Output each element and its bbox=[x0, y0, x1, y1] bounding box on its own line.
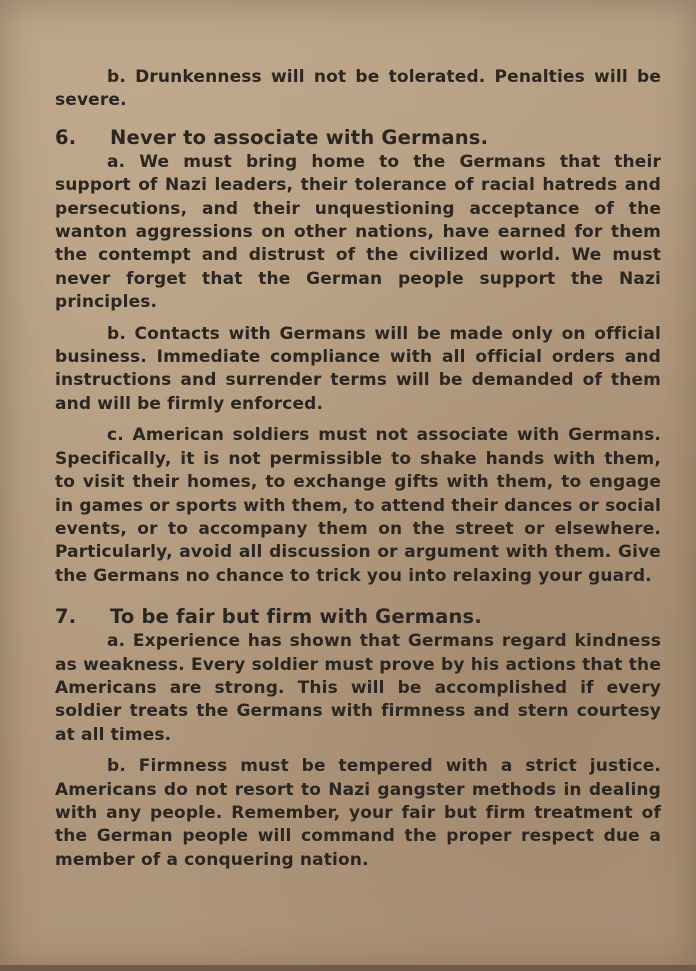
paragraph-5b: b. Drunkenness will not be tolerated. Penalties will be severe. bbox=[55, 67, 661, 111]
paragraph-6c: c. American soldiers must not associate with Germans. Specifically, it is not permissible to shake hands with them, to visit their homes, to exchange gifts with them, to engage in games or sports with them, to attend their dances or social events, or to accompany them on the street or elsewhere. Particularly, avoid all discussion or argument with them. Give the Germans no chance to trick you into relaxing your guard. bbox=[55, 425, 661, 586]
document-body bbox=[55, 66, 661, 872]
page-bottom-edge bbox=[0, 965, 696, 971]
paragraph-7b: b. Firmness must be tempered with a strict justice. Americans do not resort to Nazi gangster methods in dealing with any people. Remember, your fair but firm treatment of the German people will command the proper respect due a member of a conquering nation. bbox=[55, 756, 661, 870]
paragraph-6a: a. We must bring home to the Germans that their support of Nazi leaders, their tolerance of racial hatreds and persecutions, and their unquestioning acceptance of the wanton aggressions on other nations, have earned for them the contempt and distrust of the civilized world. We must never forget that the German people support the Nazi principles. bbox=[55, 151, 661, 313]
section-7-title: To be fair but firm with Germans. bbox=[110, 605, 482, 629]
paragraph-7a: a. Experience has shown that Germans regard kindness as weakness. Every soldier must prove by his actions that the Americans are strong. This will be accomplished if every soldier treats the Germans with firmness and stern courtesy at all times. bbox=[55, 631, 661, 745]
section-7-number: 7. bbox=[55, 605, 77, 629]
section-7-heading bbox=[55, 604, 661, 630]
section-6-heading bbox=[55, 125, 661, 151]
section-6-number: 6. bbox=[55, 125, 77, 149]
section-6-title: Never to associate with Germans. bbox=[110, 125, 489, 149]
paragraph-6b: b. Contacts with Germans will be made only on official business. Immediate compliance with all official orders and instructions and surrender terms will be demanded of them and will be firmly enforced. bbox=[55, 323, 661, 414]
